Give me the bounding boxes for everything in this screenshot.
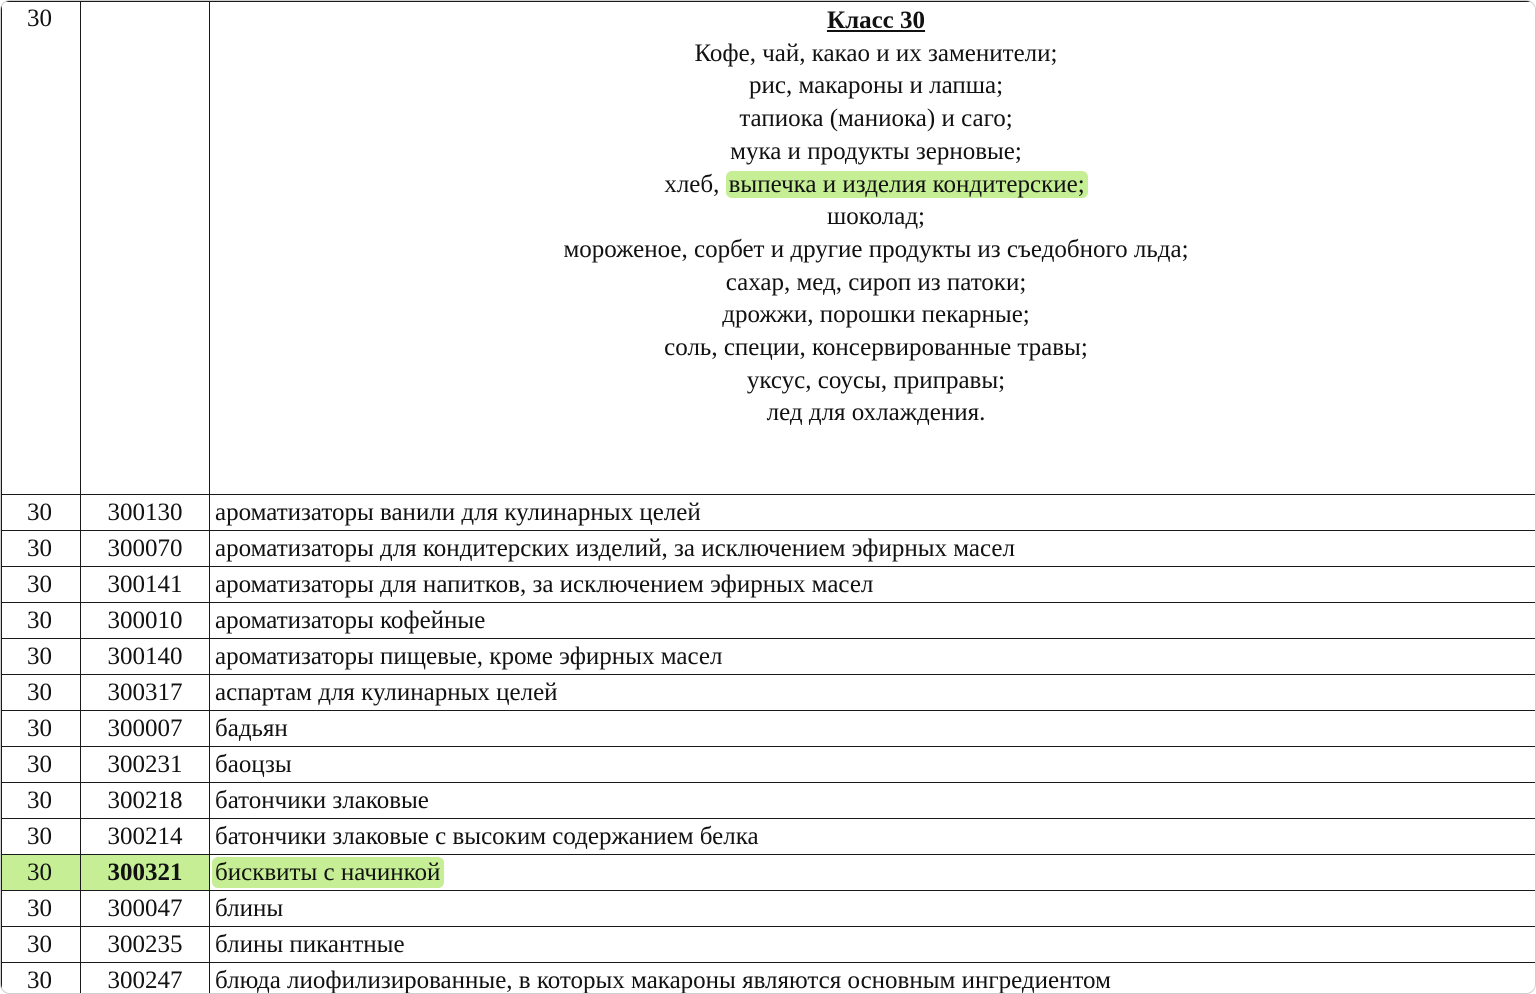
goods-classification-table [1,1,1536,994]
class-cell: 30 [2,747,81,783]
table-row [2,819,1536,855]
name-cell: блюда лиофилизированные, в которых макароны являются основным ингредиентом [210,963,1536,994]
class-line: мороженое, сорбет и другие продукты из съедобного льда; [563,235,1189,263]
class-cell: 30 [2,711,81,747]
class-line: мука и продукты зерновые; [730,137,1022,165]
table-row [2,891,1536,927]
code-cell: 300130 [81,495,210,531]
table-row [2,603,1536,639]
class-cell: 30 [2,603,81,639]
name-cell: баоцзы [210,747,1536,783]
class-line: Кофе, чай, какао и их заменители; [694,39,1058,67]
table-row [2,963,1536,994]
class-number-cell: 30 [2,2,81,495]
name-cell: батончики злаковые [210,783,1536,819]
name-cell: аспартам для кулинарных целей [210,675,1536,711]
class-line: соль, специи, консервированные травы; [664,334,1088,362]
code-cell: 300218 [81,783,210,819]
table-row [2,675,1536,711]
bread-line-prefix: хлеб, [664,170,726,198]
table-row [2,783,1536,819]
class-cell: 30 [2,567,81,603]
code-cell: 300007 [81,711,210,747]
table-row [2,747,1536,783]
class-cell: 30 [2,927,81,963]
highlighted-item-text: бисквиты с начинкой [212,857,444,888]
name-cell: ароматизаторы ванили для кулинарных целей [210,495,1536,531]
code-cell: 300070 [81,531,210,567]
class-line: рис, макароны и лапша; [748,72,1004,100]
class-cell: 30 [2,963,81,994]
code-cell: 300247 [81,963,210,994]
class-cell: 30 [2,495,81,531]
code-cell: 300141 [81,567,210,603]
class-line: шоколад; [826,203,926,231]
class-cell: 30 [2,819,81,855]
class-header-row [2,2,1536,495]
code-cell: 300321 [81,855,210,891]
code-cell: 300214 [81,819,210,855]
class-cell: 30 [2,783,81,819]
name-cell: ароматизаторы кофейные [210,603,1536,639]
name-cell: ароматизаторы для напитков, за исключением эфирных масел [210,567,1536,603]
class-line: сахар, мед, сироп из патоки; [725,268,1027,296]
class-title: Класс 30 [826,7,926,34]
table-row-highlighted [2,855,1536,891]
class-line: уксус, соусы, приправы; [746,366,1006,394]
table-row [2,567,1536,603]
class-line: тапиока (маниока) и саго; [739,105,1013,133]
name-cell: бадьян [210,711,1536,747]
name-cell: блины [210,891,1536,927]
table-row [2,639,1536,675]
table-row [2,531,1536,567]
table-row [2,495,1536,531]
code-cell: 300231 [81,747,210,783]
code-cell: 300317 [81,675,210,711]
class-line: лед для охлаждения. [766,399,986,427]
class-description-cell [210,2,1536,495]
class-line: дрожжи, порошки пекарные; [722,301,1030,329]
code-cell: 300235 [81,927,210,963]
class-cell: 30 [2,675,81,711]
name-cell [210,855,1536,891]
table-row [2,711,1536,747]
class-heading-block [215,2,1536,430]
class-line-bread [215,169,1536,202]
class-cell: 30 [2,639,81,675]
highlighted-bakery-text: выпечка и изделия кондитерские; [726,171,1088,198]
class-cell: 30 [2,891,81,927]
name-cell: ароматизаторы пищевые, кроме эфирных масел [210,639,1536,675]
code-cell: 300010 [81,603,210,639]
name-cell: батончики злаковые с высоким содержанием белка [210,819,1536,855]
class-cell: 30 [2,855,81,891]
code-cell: 300047 [81,891,210,927]
class-cell: 30 [2,531,81,567]
name-cell: блины пикантные [210,927,1536,963]
table-row [2,927,1536,963]
code-cell: 300140 [81,639,210,675]
empty-code-cell [81,2,210,495]
name-cell: ароматизаторы для кондитерских изделий, за исключением эфирных масел [210,531,1536,567]
